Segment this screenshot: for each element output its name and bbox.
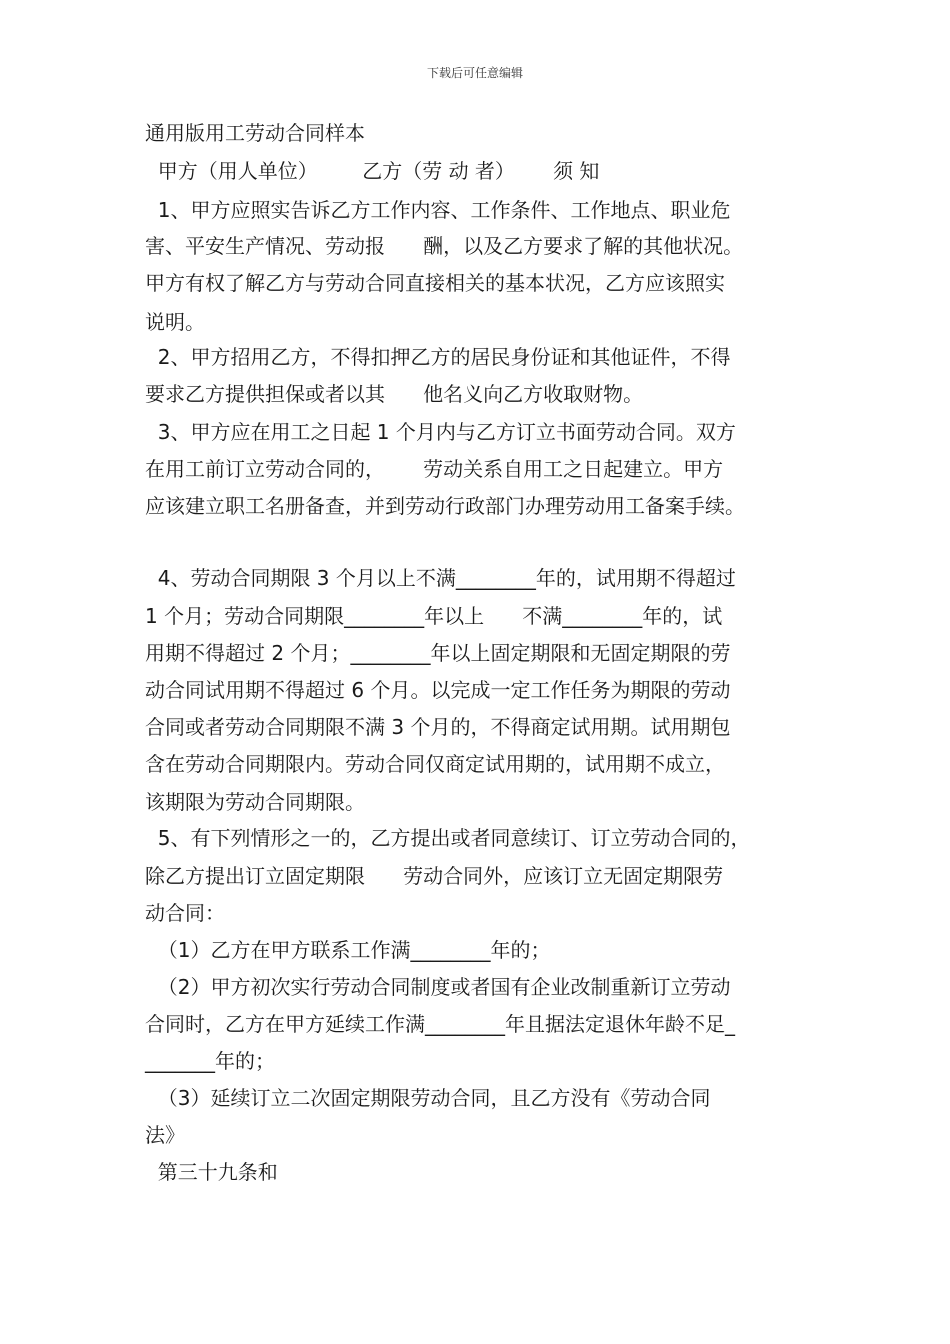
text-line: （1）乙方在甲方联系工作满________年的； <box>145 938 551 962</box>
text-line: 第三十九条和 <box>145 1160 278 1184</box>
text-line: 害、平安生产情况、劳动报 酬，以及乙方要求了解的其他状况。 <box>145 234 744 258</box>
text-line: 甲方有权了解乙方与劳动合同直接相关的基本状况，乙方应该照实 <box>145 271 725 295</box>
text-line: _______年的； <box>145 1049 275 1073</box>
text-line: 1 个月；劳动合同期限________年以上 不满________年的，试 <box>145 604 723 628</box>
text-line: 动合同： <box>145 901 225 925</box>
text-line: 3、甲方应在用工之日起 1 个月内与乙方订立书面劳动合同。双方 <box>145 420 736 444</box>
text-line: 5、有下列情形之一的，乙方提出或者同意续订、订立劳动合同的， <box>145 826 751 850</box>
text-line: 含在劳动合同期限内。劳动合同仅商定试用期的，试用期不成立， <box>145 752 725 776</box>
text-line: 甲方（用人单位） 乙方（劳 动 者） 须 知 <box>145 159 600 183</box>
text-line: 除乙方提出订立固定期限 劳动合同外，应该订立无固定期限劳 <box>145 864 724 888</box>
text-line: 应该建立职工名册备查，并到劳动行政部门办理劳动用工备案手续。 <box>145 494 745 518</box>
text-line: 该期限为劳动合同期限。 <box>145 790 365 814</box>
text-line: 动合同试用期不得超过 6 个月。以完成一定工作任务为期限的劳动 <box>145 678 731 702</box>
text-line: 4、劳动合同期限 3 个月以上不满________年的，试用期不得超过 <box>145 566 736 590</box>
text-line: 1、甲方应照实告诉乙方工作内容、工作条件、工作地点、职业危 <box>145 198 731 222</box>
text-line: 法》 <box>145 1123 185 1147</box>
document-title: 通用版用工劳动合同样本 <box>145 121 365 145</box>
text-line: （2）甲方初次实行劳动合同制度或者国有企业改制重新订立劳动 <box>145 975 731 999</box>
text-line: 合同或者劳动合同期限不满 3 个月的，不得商定试用期。试用期包 <box>145 715 731 739</box>
text-line: （3）延续订立二次固定期限劳动合同，且乙方没有《劳动合同 <box>145 1086 711 1110</box>
text-line: 要求乙方提供担保或者以其 他名义向乙方收取财物。 <box>145 382 644 406</box>
page-header-note: 下载后可任意编辑 <box>426 66 523 80</box>
text-line: 2、甲方招用乙方，不得扣押乙方的居民身份证和其他证件，不得 <box>145 345 731 369</box>
text-line: 说明。 <box>145 310 205 334</box>
text-line: 用期不得超过 2 个月；________年以上固定期限和无固定期限的劳 <box>145 641 731 665</box>
text-line: 在用工前订立劳动合同的， 劳动关系自用工之日起建立。甲方 <box>145 457 724 481</box>
text-line: 合同时，乙方在甲方延续工作满________年且据法定退休年龄不足_ <box>145 1012 735 1036</box>
